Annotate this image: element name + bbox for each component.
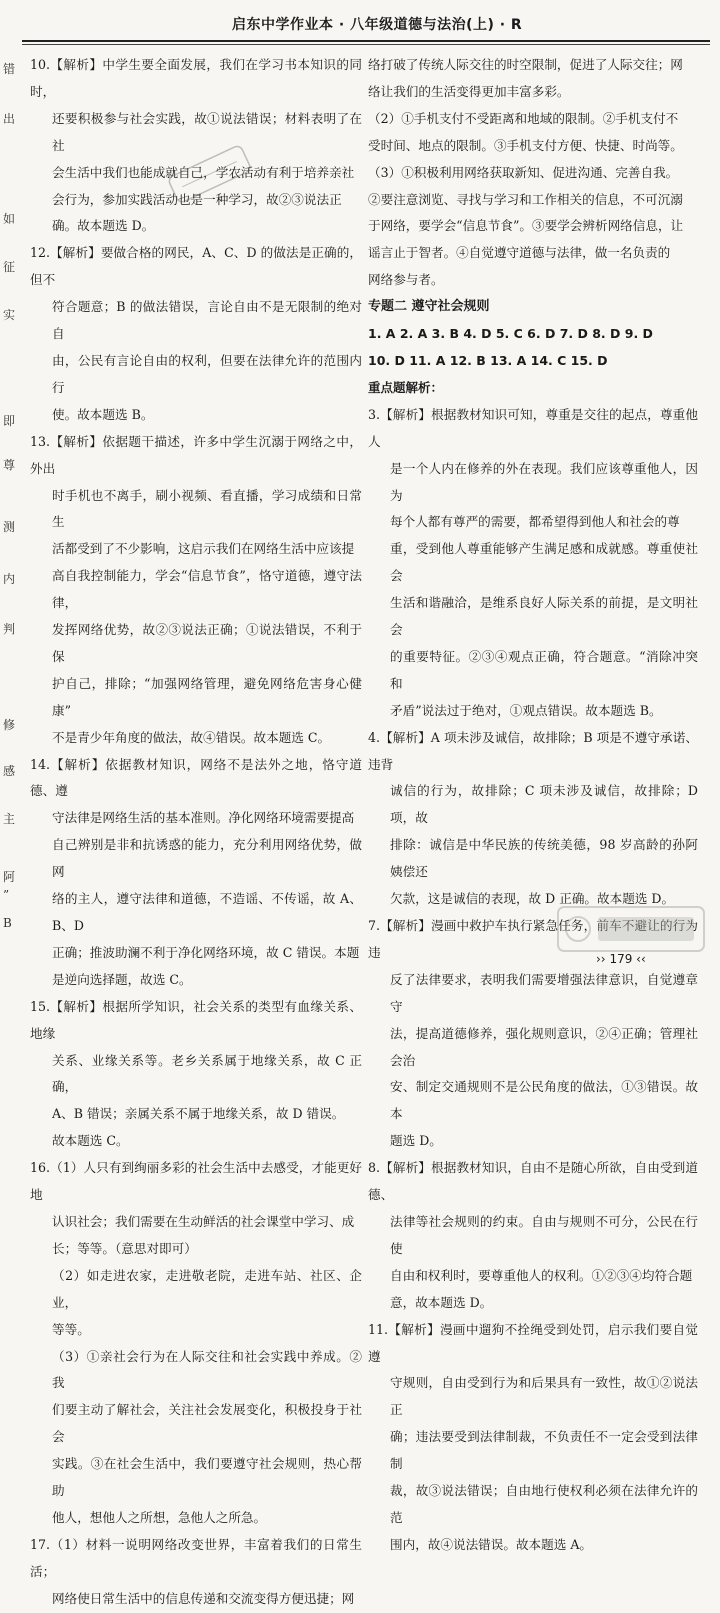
- analysis-line: 守规则，自由受到行为和后果具有一致性，故①②说法正: [390, 1375, 698, 1418]
- analysis-line: 反了法律要求，表明我们需要增强法律意识，自觉遵章守: [390, 971, 698, 1014]
- section-title: 专题二 遵守社会规则: [368, 299, 490, 315]
- answer-line: 16.（1）人只有到绚丽多彩的社会生活中去感受，才能更好地: [30, 1160, 362, 1203]
- analysis-line: 3.【解析】根据教材知识可知，尊重是交往的起点，尊重他人: [368, 406, 698, 449]
- page-number-arrows: ››: [596, 952, 606, 966]
- answer-line: （2）如走进农家，走进敬老院，走进车站、社区、企业，: [52, 1267, 362, 1310]
- gutter-fragment: B: [3, 916, 12, 930]
- analysis-line: 排除：诚信是中华民族的传统美德，98 岁高龄的孙阿姨偿还: [390, 837, 698, 880]
- answer-line: 会行为，参加实践活动也是一种学习，故②③说法正: [52, 191, 342, 207]
- page-header-title: 启东中学作业本 · 八年级道德与法治(上) · R: [232, 17, 523, 33]
- answer-line: 正确；推波助澜不利于净化网络环境，故 C 错误。本题: [52, 944, 360, 960]
- gutter-fragment: 如: [3, 212, 16, 226]
- q17-line: 网络参与者。: [368, 272, 444, 288]
- answer-line: 10.【解析】中学生要全面发展，我们在学习书本知识的同时，: [30, 57, 362, 99]
- answer-line: 他人，想他人之所想，急他人之所急。: [52, 1509, 267, 1525]
- answer-line: 会生活中我们也能成就自己，学农活动有利于培养亲社: [52, 164, 355, 180]
- answer-line: 14.【解析】依据教材知识，网络不是法外之地，恪守道德、遵: [30, 756, 362, 799]
- answer-line: A、B 错误；亲属关系不属于地缘关系，故 D 错误。: [52, 1106, 345, 1122]
- analysis-line: 围内，故④说法错误。故本题选 A。: [390, 1536, 593, 1552]
- stamp-mark: [160, 140, 260, 210]
- answer-line: 故本题选 C。: [52, 1133, 129, 1149]
- page-header: [0, 0, 720, 44]
- answer-line: 认识社会；我们需要在生动鲜活的社会课堂中学习、成: [52, 1213, 355, 1229]
- gutter-fragment: 实: [3, 308, 16, 322]
- answers-line-2: 10. D 11. A 12. B 13. A 14. C 15. D: [368, 352, 608, 368]
- answer-line: 发挥网络优势，故②③说法正确；①说法错误，不利于保: [52, 622, 362, 664]
- analysis-line: 意，故本题选 D。: [390, 1294, 493, 1310]
- analysis-line: 诚信的行为，故排除；C 项未涉及诚信，故排除；D 项，故: [390, 783, 698, 826]
- answer-line: 由，公民有言论自由的权利，但要在法律允许的范围内行: [52, 352, 362, 395]
- left-column: [30, 52, 362, 1613]
- q17-line: （3）①积极利用网络获取新知、促进沟通、完善自我。: [368, 164, 679, 180]
- answer-line: 守法律是网络生活的基本准则。净化网络环境需要提高: [52, 810, 355, 826]
- analysis-line: 欠款，这是诚信的表现，故 D 正确。故本题选 D。: [390, 891, 675, 907]
- gutter-fragment: 内: [3, 572, 16, 586]
- analysis-line: 矛盾”说法过于绝对，①观点错误。故本题选 B。: [390, 702, 662, 718]
- q17-line: 受时间、地点的限制。③手机支付方便、快捷、时尚等。: [368, 137, 683, 153]
- analysis-line: 法，提高道德修养，强化规则意识，②④正确；管理社会治: [390, 1025, 698, 1068]
- answer-line: 护自己，排除；“加强网络管理，避免网络危害身心健康”: [52, 675, 362, 718]
- answer-line: 15.【解析】根据所学知识，社会关系的类型有血缘关系、地缘: [30, 998, 362, 1041]
- answer-line: 等等。: [52, 1321, 90, 1337]
- answer-line: 使。故本题选 B。: [52, 406, 154, 422]
- right-column: [368, 52, 698, 1559]
- gutter-fragment: 测: [3, 520, 16, 534]
- answer-line: 络的主人，遵守法律和道德，不造谣、不传谣，故 A、B、D: [52, 891, 362, 933]
- q17-line: 络打破了传统人际交往的时空限制，促进了人际交往；网: [368, 57, 683, 72]
- answer-line: 是逆向选择题，故选 C。: [52, 971, 192, 987]
- answer-line: 们要主动了解社会，关注社会发展变化，积极投身于社会: [52, 1402, 362, 1445]
- analysis-line: 是一个人内在修养的外在表现。我们应该尊重他人，因为: [390, 460, 698, 503]
- answer-line: （3）①亲社会行为在人际交往和社会实践中养成。②我: [52, 1348, 362, 1391]
- analysis-line: 安、制定交通规则不是公民角度的做法，①③错误。故本: [390, 1079, 698, 1122]
- answer-line: 实践。③在社会生活中，我们要遵守社会规则，热心帮助: [52, 1456, 362, 1499]
- analysis-line: 4.【解析】A 项未涉及诚信，故排除；B 项是不遵守承诺、违背: [368, 729, 698, 772]
- analysis-line: 每个人都有尊严的需要，都希望得到他人和社会的尊: [390, 514, 680, 530]
- answer-line: 不是青少年角度的做法，故④错误。故本题选 C。: [52, 729, 331, 745]
- analysis-line: 的重要特征。②③④观点正确，符合题意。“消除冲突和: [390, 648, 698, 691]
- gutter-fragment: ”: [3, 888, 10, 902]
- gutter-fragment: 感: [3, 764, 16, 778]
- answer-line: 时手机也不离手，刷小视频、看直播，学习成绩和日常生: [52, 487, 362, 530]
- answer-line: 12.【解析】要做合格的网民，A、C、D 的做法是正确的，但不: [30, 245, 362, 288]
- answer-line: 符合题意；B 的做法错误，言论自由不是无限制的绝对自: [52, 299, 362, 342]
- gutter-fragment: 出: [3, 112, 16, 126]
- gutter-fragment: 错: [3, 62, 16, 76]
- gutter-fragment: 主: [3, 812, 16, 826]
- analysis-line: 8.【解析】根据教材知识，自由不是随心所欲，自由受到道德、: [368, 1160, 698, 1203]
- answer-line: 活都受到了不少影响，这启示我们在网络生活中应该提: [52, 541, 355, 557]
- q17-line: 络让我们的生活变得更加丰富多彩。: [368, 83, 570, 99]
- gutter-fragment: 阿: [3, 870, 16, 884]
- answer-line: 17.（1）材料一说明网络改变世界，丰富着我们的日常生活；: [30, 1536, 362, 1579]
- watermark-logo: [556, 901, 706, 957]
- q17-line: 谣言止于智者。④自觉遵守道德与法律，做一名负责的: [368, 245, 671, 261]
- analysis-line: 重，受到他人尊重能够产生满足感和成就感。尊重使社会: [390, 541, 698, 584]
- header-rule: [22, 40, 710, 42]
- answer-line: 自己辨别是非和抗诱惑的能力，充分利用网络优势，做网: [52, 837, 362, 880]
- analysis-line: 确；违法要受到法律制裁，不负责任不一定会受到法律制: [390, 1429, 698, 1472]
- q17-line: ②要注意浏览、寻找与学习和工作相关的信息，不可沉溺: [368, 191, 683, 207]
- gutter-fragment: 尊: [3, 458, 16, 472]
- gutter-fragment: 修: [3, 718, 16, 732]
- analysis-line: 题选 D。: [390, 1133, 442, 1149]
- gutter-fragment: 即: [3, 414, 16, 428]
- answer-line: 长；等等。（意思对即可）: [52, 1240, 197, 1256]
- answer-line: 网络使日常生活中的信息传递和交流变得方便迅捷；网: [52, 1590, 355, 1606]
- q17-line: 于网络，要学会“信息节食”。③要学会辨析网络信息，让: [368, 218, 684, 234]
- answer-line: 关系、业缘关系等。老乡关系属于地缘关系，故 C 正确，: [52, 1052, 362, 1095]
- left-gutter-fragments: [0, 50, 20, 940]
- analysis-line: 11.【解析】漫画中遛狗不拴绳受到处罚，启示我们要自觉遵: [368, 1321, 698, 1364]
- analysis-line: 自由和权利时，要尊重他人的权利。①②③④均符合题: [390, 1267, 693, 1283]
- answer-line: 还要积极参与社会实践，故①说法错误；材料表明了在社: [52, 110, 362, 153]
- answer-line: 13.【解析】依据题干描述，许多中学生沉溺于网络之中，外出: [30, 433, 362, 476]
- page-number-arrows-right: ‹‹: [636, 952, 646, 966]
- answers-line-1: 1. A 2. A 3. B 4. D 5. C 6. D 7. D 8. D 9. D: [368, 326, 653, 342]
- analysis-line: 法律等社会规则的约束。自由与规则不可分，公民在行使: [390, 1213, 698, 1256]
- header-rule-thin: [22, 44, 710, 45]
- q17-continuation: [368, 52, 698, 294]
- analysis-line: 裁，故③说法错误；自由地行使权利必须在法律允许的范: [390, 1483, 698, 1525]
- gutter-fragment: 判: [3, 622, 16, 636]
- key-heading: 重点题解析：: [368, 379, 444, 395]
- gutter-fragment: 征: [3, 260, 16, 274]
- key-analysis: [368, 402, 698, 1559]
- page-number-value: 179: [609, 952, 633, 966]
- analysis-line: 生活和谐融洽，是维系良好人际关系的前提，是文明社会: [390, 595, 698, 638]
- answer-line: 高自我控制能力，学会“信息节食”，恪守道德，遵守法律，: [52, 568, 362, 611]
- answer-line: 确。故本题选 D。: [52, 218, 155, 234]
- q17-line: （2）①手机支付不受距离和地域的限制。②手机支付不: [368, 110, 679, 126]
- analysis-line: 7.【解析】漫画中救护车执行紧急任务，前车不避让的行为违: [368, 918, 698, 960]
